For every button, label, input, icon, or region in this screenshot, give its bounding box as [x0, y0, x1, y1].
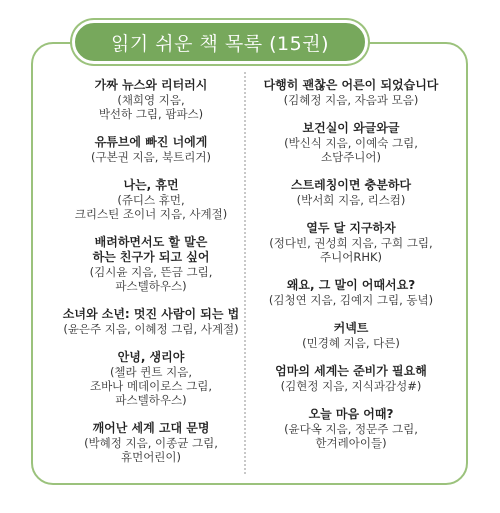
- book-item: [256, 78, 446, 107]
- book-title: 배려하면서도 할 말은 하는 친구가 되고 싶어: [92, 235, 210, 264]
- book-title: 커넥트: [333, 321, 369, 335]
- list-title: 읽기 쉬운 책 목록 (15권): [72, 20, 368, 64]
- book-info: (김청연 지음, 김예지 그림, 동녘): [268, 293, 434, 307]
- book-title: 소녀와 소년: 멋진 사람이 되는 법: [62, 307, 240, 321]
- book-title: 깨어난 세계 고대 문명: [92, 421, 210, 435]
- book-info: (윤다옥 지음, 정문주 그림, 한겨레아이들): [284, 422, 418, 450]
- book-item: [256, 407, 446, 450]
- book-info: (김시윤 지음, 뜬금 그림, 파스텔하우스): [89, 265, 213, 293]
- book-info: (윤은주 지음, 이혜정 그림, 사계절): [63, 322, 239, 336]
- left-column: [56, 78, 246, 478]
- column-divider: [244, 72, 246, 474]
- book-info: (쥬디스 휴먼, 크리스틴 조이너 지음, 사계절): [74, 193, 228, 221]
- book-title: 가짜 뉴스와 리터러시: [94, 78, 208, 92]
- book-info: (구본권 지음, 북트리거): [91, 150, 211, 164]
- book-info: (정다빈, 권성희 지음, 구희 그림, 주니어RHK): [269, 236, 433, 264]
- book-info: (김혜정 지음, 자음과 모음): [283, 93, 419, 107]
- book-item: [56, 178, 246, 221]
- book-info: (박서희 지음, 리스컴): [296, 193, 406, 207]
- book-item: [256, 278, 446, 307]
- book-title: 다행히 괜찮은 어른이 되었습니다: [263, 78, 439, 92]
- book-item: [256, 221, 446, 264]
- book-title: 엄마의 세계는 준비가 필요해: [275, 364, 427, 378]
- book-item: [56, 135, 246, 164]
- book-info: (채희영 지음, 박선하 그림, 팜파스): [98, 93, 204, 121]
- book-title: 나는, 휴먼: [123, 178, 179, 192]
- book-item: [56, 78, 246, 121]
- book-title: 열두 달 지구하자: [306, 221, 396, 235]
- book-info: (김현정 지음, 지식과감성#): [280, 379, 422, 393]
- book-info: (첼라 퀸트 지음, 조바나 메데이로스 그림, 파스텔하우스): [89, 365, 213, 407]
- book-title: 유튜브에 빠진 너에게: [94, 135, 208, 149]
- book-item: [56, 235, 246, 293]
- book-item: [256, 321, 446, 350]
- book-title: 왜요, 그 말이 어때서요?: [286, 278, 416, 292]
- book-item: [256, 364, 446, 393]
- book-title: 보건실이 와글와글: [302, 121, 400, 135]
- book-item: [56, 421, 246, 464]
- book-info: (박혜정 지음, 이종균 그림, 휴먼어린이): [84, 436, 218, 464]
- right-column: [256, 78, 446, 464]
- book-item: [256, 121, 446, 164]
- book-info: (민경혜 지음, 다른): [302, 336, 400, 350]
- book-info: (박신식 지음, 이예숙 그림, 소담주니어): [284, 136, 418, 164]
- book-item: [56, 350, 246, 407]
- book-item: [256, 178, 446, 207]
- book-title: 스트레칭이면 충분하다: [290, 178, 412, 192]
- book-title: 안녕, 생리야: [117, 350, 185, 364]
- book-item: [56, 307, 246, 336]
- book-title: 오늘 마음 어때?: [308, 407, 394, 421]
